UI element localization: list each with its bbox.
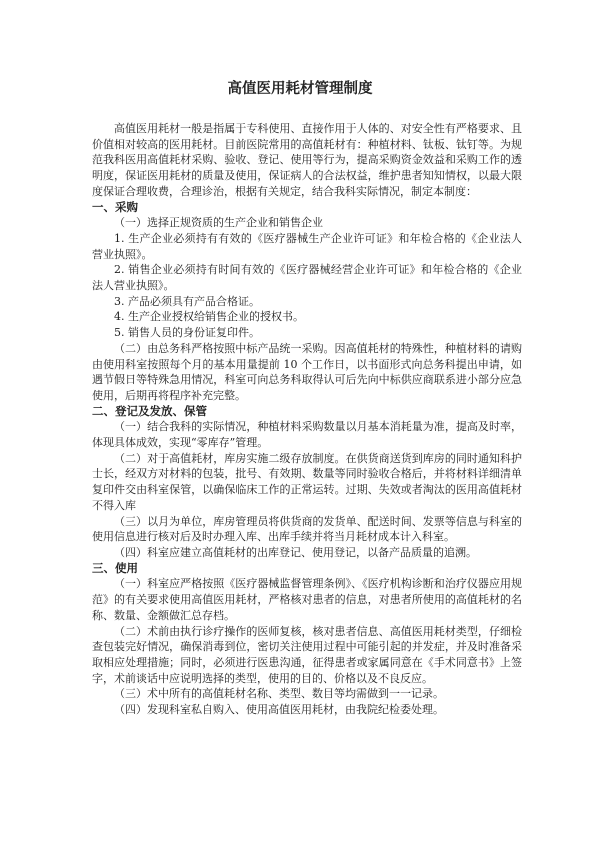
- usage-item-4: （四）发现科室私自购入、使用高值医用耗材，由我院纪检委处理。: [114, 703, 444, 717]
- section-heading-registration: 二、登记及发放、保管: [92, 403, 207, 418]
- registration-item-3: （三）以月为单位，库房管理员将供货商的发货单、配送时间、发票等信息与科室的使用信息进行核对后及时办理入库、出库手续并将当月耗材成本计入科室。: [92, 514, 522, 544]
- procurement-item-3: 2. 销售企业必须持有时间有效的《医疗器械经营企业许可证》和年检合格的《企业法人营业执照》。: [92, 263, 522, 293]
- intro-paragraph: 高值医用耗材一般是指属于专科使用、直接作用于人体的、对安全性有严格要求、且价值相对较高的医用耗材。目前医院常用的高值耗材有：种植材料、钛板、钛钉等。为规范我科医用高值耗材采购、验收、登记、使用等行为，提高采购资金效益和采购工作的透明度，保证医用耗材的质量及使用，保证病人的合法权益，维护患者知知情权，以最大限度保证合理收费，合理诊治，根据有关规定，结合我科实际情况，制定本制度：: [92, 122, 522, 198]
- procurement-item-7: （二）由总务科严格按照中标产品统一采购。因高值耗材的特殊性，种植材料的请购由使用科室按照每个月的基本用量提前 10 个工作日，以书面形式向总务科提出申请，如遇节假日等特殊急用情况，科室可向总务科取得认可后先向中标供应商联系进小部分应急使用，后期再将程序补充完整。: [92, 341, 522, 402]
- document-body: [92, 121, 522, 718]
- procurement-item-4: 3. 产品必须具有产品合格证。: [114, 294, 260, 308]
- registration-item-1: （一）结合我科的实际情况，种植材料采购数量以月基本消耗量为准，提高及时率，体现具体成效，实现“零库存”管理。: [92, 420, 522, 450]
- registration-item-2: （二）对于高值耗材，库房实施二级存放制度。在供货商送货到库房的同时通知科护士长，经双方对材料的包装，批号、有效期、数量等同时验收合格后，并将材料详细清单复印件交由科室保管，以确保临床工作的正常运转。过期、失效或者淘汰的医用高值耗材不得入库: [92, 451, 522, 512]
- procurement-item-5: 4. 生产企业授权给销售企业的授权书。: [114, 310, 304, 324]
- registration-item-4: （四）科室应建立高值耗材的出库登记、使用登记，以备产品质量的追溯。: [114, 545, 477, 559]
- procurement-item-2: 1. 生产企业必须持有有效的《医疗器械生产企业许可证》和年检合格的《企业法人营业执照》。: [92, 231, 522, 261]
- document-title: 高值医用耗材管理制度: [227, 81, 373, 97]
- usage-item-1: （一）科室应严格按照《医疗器械监督管理条例》、《医疗机构诊断和治疗仪器应用规范》的有关要求使用高值医用耗材，严格核对患者的信息，对患者所使用的高值耗材的名称、数量、金额做汇总存档。: [92, 577, 522, 622]
- section-heading-usage: 三、使用: [92, 560, 138, 575]
- usage-item-3: （三）术中所有的高值耗材名称、类型、数目等均需做到一一记录。: [114, 687, 444, 701]
- section-heading-procurement: 一、采购: [92, 199, 138, 214]
- procurement-item-6: 5. 销售人员的身份证复印件。: [114, 326, 260, 340]
- procurement-item-1: （一）选择正规资质的生产企业和销售企业: [114, 216, 323, 230]
- usage-item-2: （二）术前由执行诊疗操作的医师复核，核对患者信息、高值医用耗材类型，仔细检查包装完好情况，确保消毒到位，密切关注使用过程中可能引起的并发症，并及时准备采取相应处理措施；同时，必须进行医患沟通，征得患者或家属同意在《手术同意书》上签字，术前谈话中应说明选择的类型，使用的目的、价格以及不良反应。: [92, 624, 522, 685]
